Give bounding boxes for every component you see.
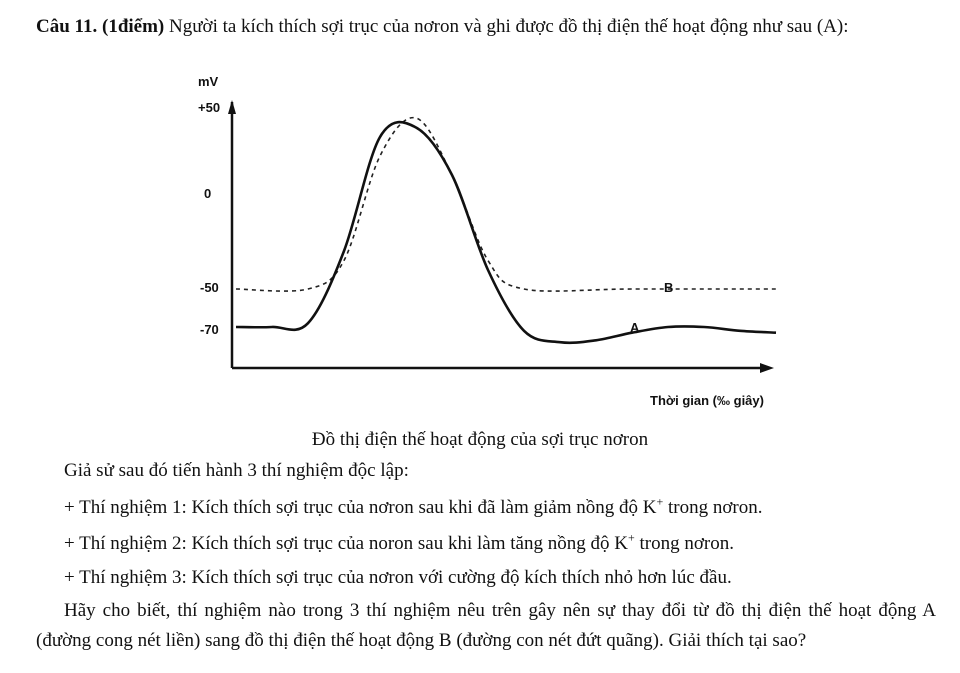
series-b-dashed-curve [236, 118, 776, 291]
y-tick-label: -50 [200, 280, 219, 295]
series-a-solid-curve [236, 122, 776, 343]
y-axis-label: mV [198, 74, 219, 89]
figure-caption: Đồ thị điện thế hoạt động của sợi trục nơron [311, 429, 649, 450]
final-question: Hãy cho biết, thí nghiệm nào trong 3 thí nghiệm nêu trên gây nên sự thay đổi từ đồ thị điện thế hoạt động A (đường cong nét liền) sang đồ thị điện thế hoạt động B (đường con nét đứt quãng). Giải thích tại sao? [36, 600, 936, 651]
experiment-1: + Thí nghiệm 1: Kích thích sợi trục của nơron sau khi đã làm giảm nồng độ K+ trong nơron. [64, 494, 763, 518]
question-number: Câu 11. (1điểm) [36, 16, 165, 37]
series-label-a: A [630, 320, 640, 335]
question-header [36, 14, 936, 40]
action-potential-chart [190, 70, 810, 420]
y-tick-label: -70 [200, 322, 219, 337]
y-tick-label: +50 [198, 100, 221, 115]
experiment-2: + Thí nghiệm 2: Kích thích sợi trục của noron sau khi làm tăng nồng độ K+ trong nơron. [64, 530, 734, 554]
series-label-b: B [664, 280, 674, 295]
question-stem: Người ta kích thích sợi trục của nơron và ghi được đồ thị điện thế hoạt động như sau (A): [164, 16, 849, 37]
y-axis-arrow [228, 100, 236, 114]
x-axis-label: Thời gian (‰ giây) [650, 393, 764, 408]
intro-text: Giả sử sau đó tiến hành 3 thí nghiệm độc lập: [64, 460, 409, 481]
y-tick-label: 0 [204, 186, 212, 201]
experiment-3: + Thí nghiệm 3: Kích thích sợi trục của nơron với cường độ kích thích nhỏ hơn lúc đầu. [64, 567, 732, 588]
x-axis-arrow [760, 363, 774, 373]
